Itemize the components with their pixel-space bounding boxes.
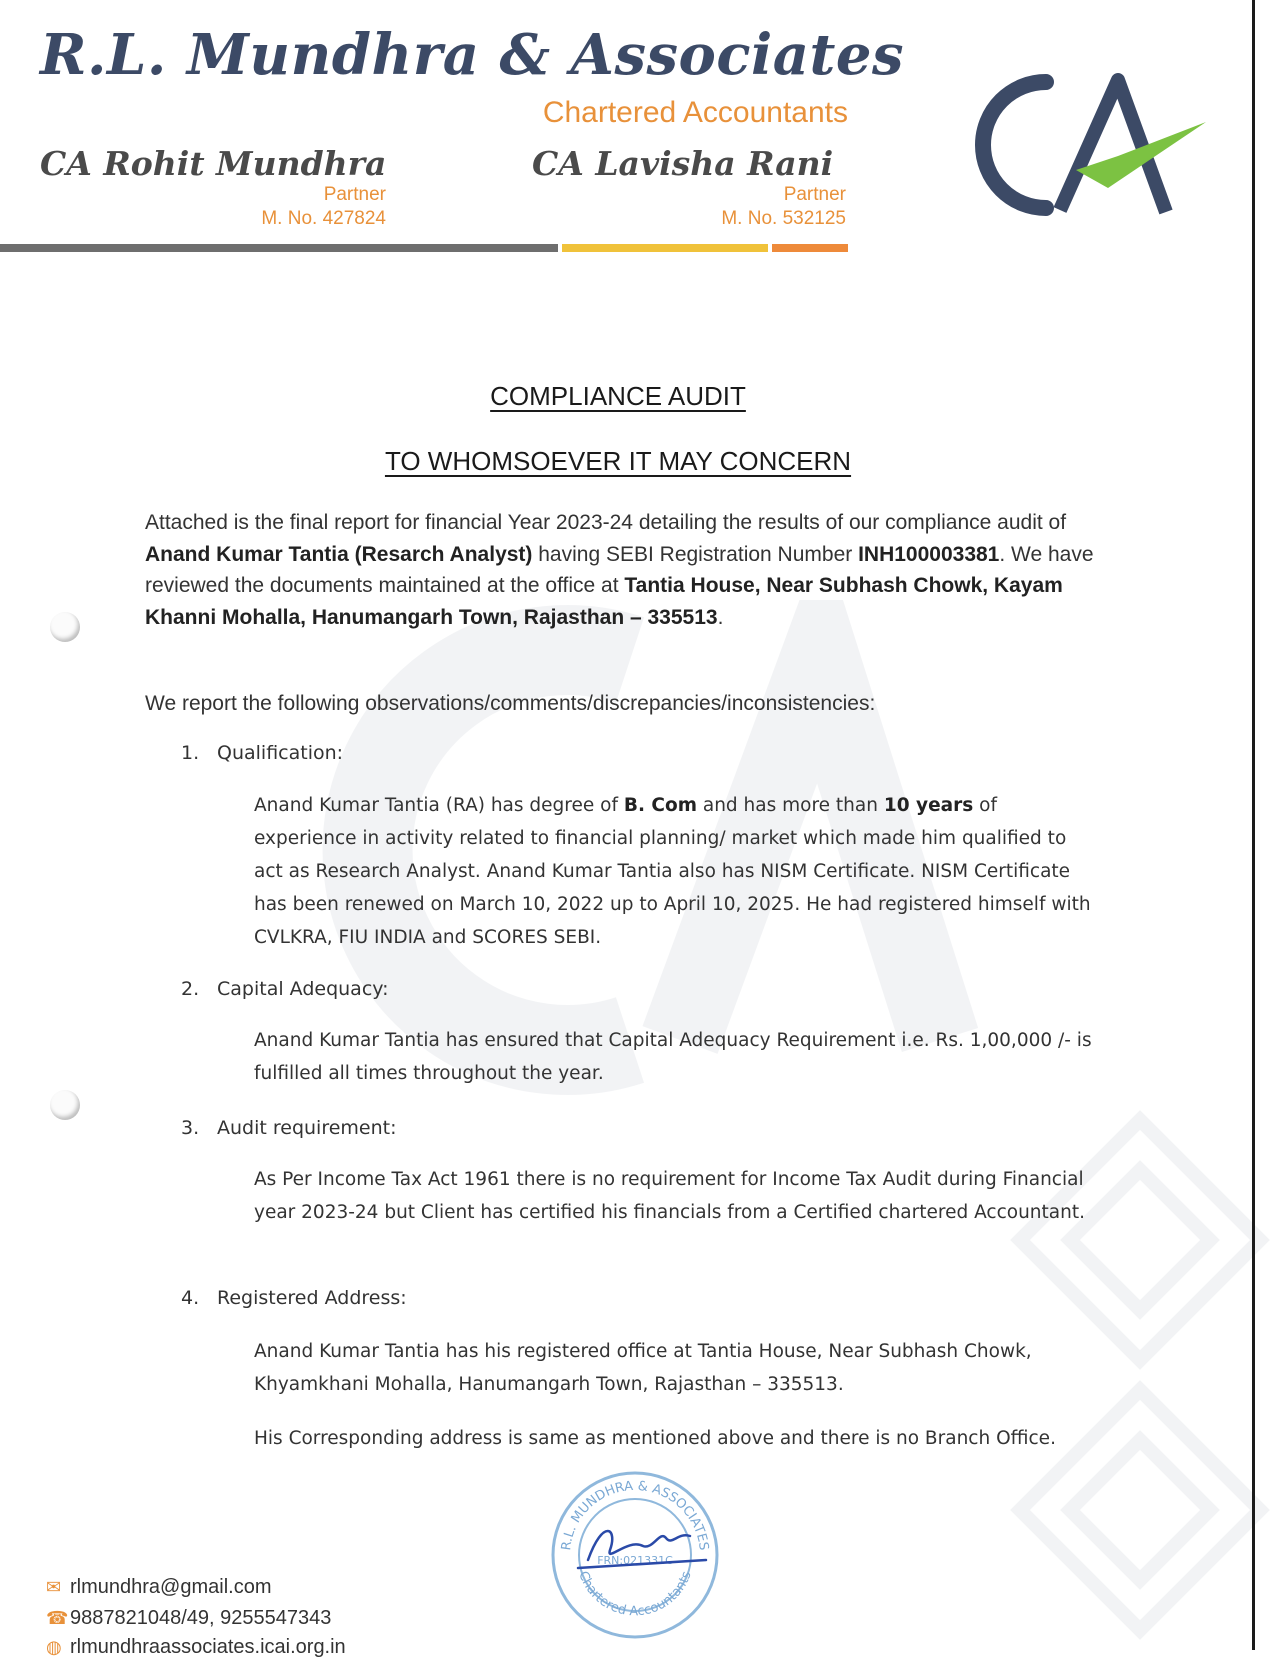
partner-1-role: Partner [323, 184, 386, 205]
item-title-registered-address: 4. Registered Address: [181, 1287, 407, 1309]
document-subtitle: TO WHOMSOEVER IT MAY CONCERN [384, 446, 852, 476]
page-edge [1252, 0, 1255, 1650]
observations-intro: We report the following observations/comments/discrepancies/inconsistencies: [145, 692, 876, 715]
item-body-registered-address: Anand Kumar Tantia has his registered office at Tantia House, Near Subhash Chowk, Khyamkhani Mohalla, Hanumangarh Town, Rajasthan – 335513. [254, 1341, 1032, 1395]
ca-logo-icon [968, 70, 1208, 220]
partner-2-role: Partner [783, 184, 846, 205]
svg-text:Chartered Accountants: Chartered Accountants [575, 1569, 695, 1620]
partner-1-membership: M. No. 427824 [261, 208, 386, 229]
envelope-icon: ✉ [46, 1577, 62, 1597]
partner-1-name: CA Rohit Mundhra [40, 144, 387, 183]
item-body-capital-adequacy: Anand Kumar Tantia has ensured that Capital Adequacy Requirement i.e. Rs. 1,00,000 /- is fulfilled all times throughout the year. [254, 1030, 1092, 1084]
footer-phone[interactable]: ☎9887821048/49, 9255547343 [46, 1607, 332, 1629]
svg-text:R.L. MUNDHRA & ASSOCIATES: R.L. MUNDHRA & ASSOCIATES [559, 1478, 711, 1552]
item-body-corresponding-address: His Corresponding address is same as mentioned above and there is no Branch Office. [254, 1428, 1056, 1449]
svg-text:FRN:021331C: FRN:021331C [597, 1554, 673, 1567]
document-title: COMPLIANCE AUDIT [490, 381, 746, 411]
partner-2-name: CA Lavisha Rani [532, 144, 834, 183]
punch-hole [50, 612, 80, 642]
item-title-capital-adequacy: 2. Capital Adequacy: [181, 978, 389, 1000]
punch-hole [50, 1090, 80, 1120]
globe-icon: ◍ [46, 1637, 62, 1657]
item-body-audit-requirement: As Per Income Tax Act 1961 there is no requirement for Income Tax Audit during Financial year 2023-24 but Client has certified his financials from a Certified chartered Accountant. [254, 1169, 1085, 1223]
item-title-audit-requirement: 3. Audit requirement: [181, 1117, 397, 1139]
firm-seal-stamp [548, 1468, 722, 1642]
intro-paragraph: Attached is the final report for financial Year 2023-24 detailing the results of our compliance audit of Anand Kumar Tantia (Resarch Analyst) having SEBI Registration Number INH100003381. We have reviewed the documents maintained at the office at Tantia House, Near Subhash Chowk, Kayam Khanni Mohalla, Hanumangarh Town, Rajasthan – 335513. [145, 511, 1094, 629]
letterhead-rule-yellow [562, 244, 768, 252]
partner-2-membership: M. No. 532125 [721, 208, 846, 229]
phone-icon: ☎ [46, 1608, 69, 1628]
firm-name: R.L. Mundhra & Associates [40, 22, 905, 88]
firm-subtitle: Chartered Accountants [542, 96, 848, 129]
item-body-qualification: Anand Kumar Tantia (RA) has degree of B. Com and has more than 10 years of experience in activity related to financial planning/ market which made him qualified to act as Research Analyst. Anand Kumar Tantia also has NISM Certificate. NISM Certificate has been renewed on March 10, 2022 up to April 10, 2025. He had registered himself with CVLKRA, FIU INDIA and SCORES SEBI. [254, 795, 1091, 948]
item-title-qualification: 1. Qualification: [181, 742, 344, 764]
footer-website[interactable]: ◍ rlmundhraassociates.icai.org.in [46, 1636, 346, 1658]
letterhead-rule-grey [0, 244, 558, 252]
letterhead-rule-orange [772, 244, 848, 252]
footer-email[interactable]: ✉ rlmundhra@gmail.com [46, 1576, 272, 1598]
